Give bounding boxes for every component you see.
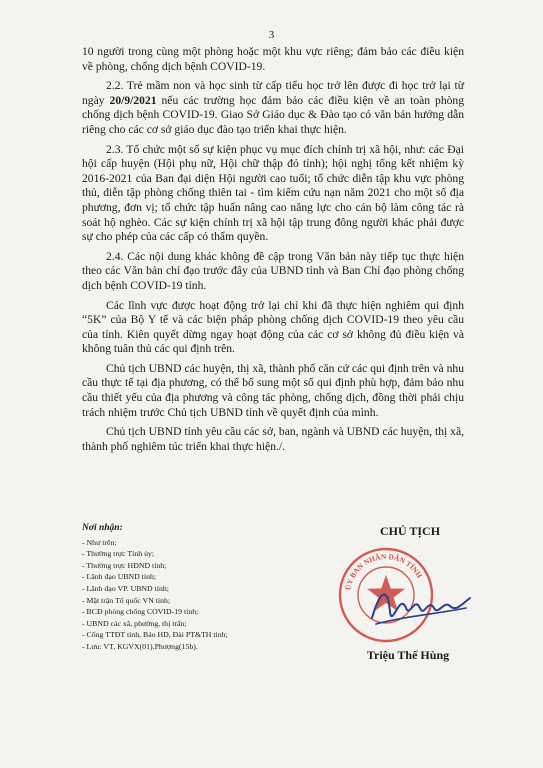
paragraph-2-3: 2.3. Tổ chức một số sự kiện phục vụ mục đích chính trị xã hội, như: các Đại hội cấp huyện (Hội phụ nữ, Hội chữ thập đỏ tỉnh); hội nghị tổng kết nhiệm kỳ 2016-2021 của Ban đại diện Hội người cao tuổi; tổ chức diễn tập khu vực phòng thủ, diễn tập phòng chống thiên tai - tìm kiếm cứu nạn năm 2021 cho một số địa phương, đơn vị; tổ chức tập huấn nâng cao năng lực cho cán bộ làm công tác rà soát hộ nghèo. Các sự kiện chính trị xã hội tập trung đông người khác phải được sự cho phép của các cấp có thẩm quyền. [82,142,464,244]
recipient-item: - Như trên; [82,537,117,547]
document-body [82,45,464,459]
seal-text-path: ỦY BAN NHÂN DÂN TỈNH [343,551,425,591]
recipients-title: Nơi nhận: [82,523,123,533]
recipient-item: - Cổng TTĐT tỉnh, Báo HD, Đài PT&TH tỉnh; [82,630,228,640]
recipient-item: - UBND các xã, phường, thị trấn; [82,618,187,628]
recipients-list [82,537,322,653]
paragraph-continuation: 10 người trong cùng một phòng hoặc một khu vực riêng; đảm bảo các điều kiện về phòng, chống dịch bệnh COVID-19. [82,45,464,73]
signer-title: CHỦ TỊCH [379,524,441,538]
recipient-item: - Thường trực Tỉnh ủy; [82,549,155,559]
recipient-item: - BCĐ phòng chống COVID-19 tỉnh; [82,607,199,617]
recipient-item: - Lãnh đạo UBND tỉnh; [82,572,157,582]
paragraph-2-2-rest: nếu các trường học đảm bảo các điều kiện về an toàn phòng chống dịch bệnh COVID-19. Giao Sở Giáo dục & Đào tạo có văn bản hướng dẫn riêng cho các cơ sở giáo dục đào tạo triển khai thực hiện. [82,93,465,136]
reopen-date: 20/9/2021 [109,93,157,107]
recipient-item: - Lưu: VT, KGVX(01).Phượng(15b). [82,641,198,651]
recipient-item: - Mặt trận Tổ quốc VN tỉnh; [82,595,171,605]
paragraph-2-4: 2.4. Các nội dung khác không đề cập trong Văn bản này tiếp tục thực hiện theo các Văn bản chỉ đạo trước đây của UBND tỉnh và Ban Chỉ đạo phòng chống dịch bệnh COVID-19 tỉnh. [82,249,464,292]
recipient-item: - Lãnh đạo VP. UBND tỉnh; [82,583,169,593]
paragraph-5k: Các lĩnh vực được hoạt động trở lại chỉ khi đã thực hiện nghiêm qui định “5K” của Bộ Y tế và các biện pháp phòng chống dịch COVID-19 theo yêu cầu của tỉnh. Kiên quyết dừng ngay hoạt động của các cơ sở không đủ điều kiện và không tuân thủ các qui định trên. [82,298,464,356]
recipients-block [82,523,322,653]
paragraph-district-chairs: Chủ tịch UBND các huyện, thị xã, thành phố căn cứ các qui định trên và nhu cầu thực tế tại địa phương, có thể bổ sung một số qui định phù hợp, đảm bảo nhu cầu thiết yếu của địa phương và công tác phòng, chống dịch, đồng thời phải chịu trách nhiệm trước Chủ tịch UBND tỉnh về quyết định của mình. [82,361,464,419]
paragraph-closing: Chủ tịch UBND tỉnh yêu cầu các sở, ban, ngành và UBND các huyện, thị xã, thành phố nghiêm túc triển khai thực hiện./. [82,425,464,453]
recipient-item: - Thường trực HĐND tỉnh; [82,560,167,570]
handwritten-signature-icon [366,578,476,634]
signer-name: Triệu Thế Hùng [366,648,450,662]
page-number: 3 [268,29,275,41]
paragraph-2-2 [82,79,464,137]
paragraph-2-2-lead: 2.2. Trẻ mầm non và học sinh từ cấp tiểu học trở lên được đi học trở lại từ ngày [82,79,464,107]
